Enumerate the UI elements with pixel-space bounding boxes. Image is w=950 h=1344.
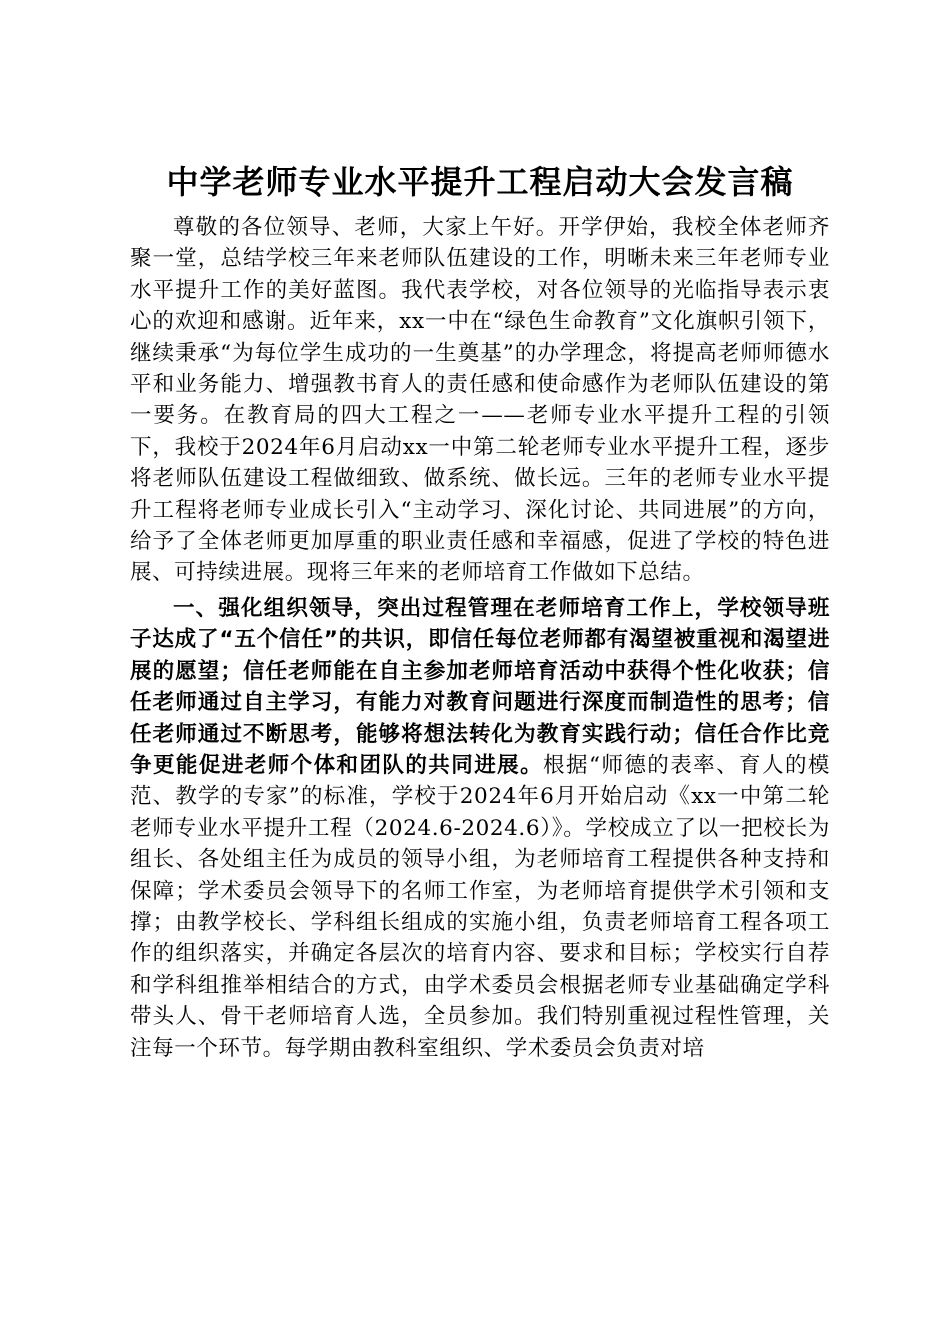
section-one-body-text: 根据“师德的表率、育人的模范、教学的专家”的标准，学校于2024年6月开始启动《xx一中第二轮老师专业水平提升工程（2024.6-2024.6）》。学校成立了以一把校长为组长、各处组主任为成员的领导小组，为老师培育工程提供各种支持和保障；学术委员会领导下的名师工作室，为老师培育提供学术引领和支撑；由教学校长、学科组长组成的实施小组，负责老师培育工程各项工作的组织落实，并确定各层次的培育内容、要求和目标；学校实行自荐和学科组推举相结合的方式，由学术委员会根据老师专业基础确定学科带头人、骨干老师培育人选，全员参加。我们特别重视过程性管理，关注每一个环节。每学期由教科室组织、学术委员会负责对培	[130, 752, 830, 1061]
document-title: 中学老师专业水平提升工程启动大会发言稿	[166, 163, 794, 201]
section-one-lead-text: 一、强化组织领导，突出过程管理在老师培育工作上，学校领导班子达成了“五个信任”的共识，即信任每位老师都有渴望被重视和渴望进展的愿望；信任老师能在自主参加老师培育活动中获得个性化收获；信任老师通过自主学习，有能力对教育问题进行深度而制造性的思考；信任老师通过不断思考，能够将想法转化为教育实践行动；信任合作比竞争更能促进老师个体和团队的共同进展。	[130, 595, 830, 778]
document-page	[130, 158, 830, 1064]
paragraph-section-one	[130, 593, 830, 1064]
paragraph-opening: 尊敬的各位领导、老师，大家上午好。开学伊始，我校全体老师齐聚一堂，总结学校三年来老师队伍建设的工作，明晰未来三年老师专业水平提升工作的美好蓝图。我代表学校，对各位领导的光临指导表示衷心的欢迎和感谢。近年来，xx一中在“绿色生命教育”文化旗帜引领下，继续秉承“为每位学生成功的一生奠基”的办学理念，将提高老师师德水平和业务能力、增强教书育人的责任感和使命感作为老师队伍建设的第一要务。在教育局的四大工程之一——老师专业水平提升工程的引领下，我校于2024年6月启动xx一中第二轮老师专业水平提升工程，逐步将老师队伍建设工程做细致、做系统、做长远。三年的老师专业水平提升工程将老师专业成长引入“主动学习、深化讨论、共同进展”的方向，给予了全体老师更加厚重的职业责任感和幸福感，促进了学校的特色进展、可持续进展。现将三年来的老师培育工作做如下总结。	[130, 215, 830, 586]
